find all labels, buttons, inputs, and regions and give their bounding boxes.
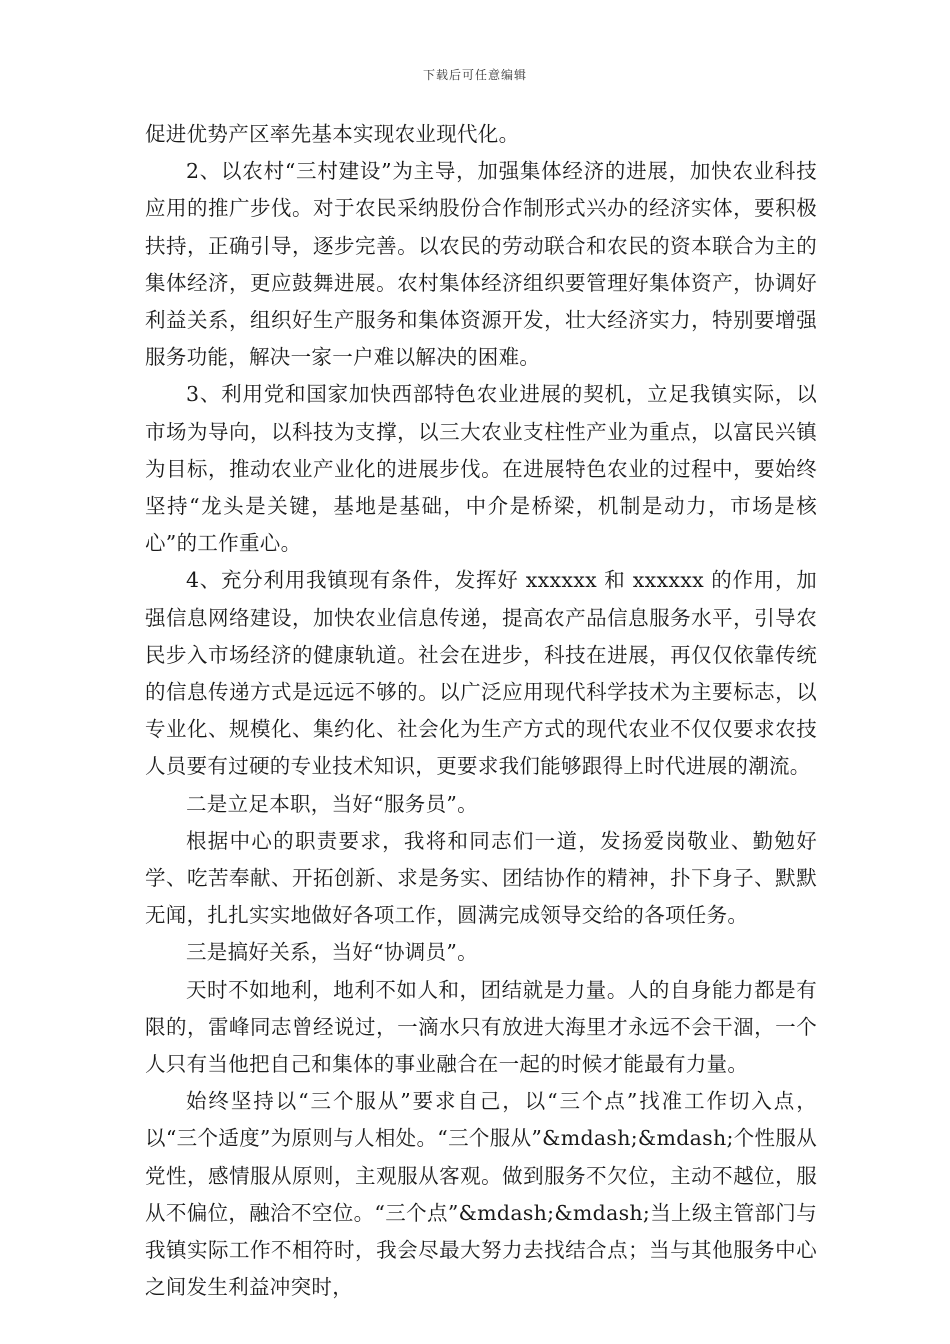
paragraph: 根据中心的职责要求，我将和同志们一道，发扬爱岗敬业、勤勉好学、吃苦奉献、开拓创新、求是务实、团结协作的精神，扑下身子、默默无闻，扎扎实实地做好各项工作，圆满完成领导交给的各项任务。 <box>145 828 817 928</box>
page-header-note: 下载后可任意编辑 <box>422 68 527 82</box>
paragraph: 促进优势产区率先基本实现农业现代化。 <box>145 122 520 146</box>
section-heading: 三是搞好关系，当好“协调员”。 <box>186 940 478 965</box>
paragraph: 天时不如地利，地利不如人和，团结就是力量。人的自身能力都是有限的，雷峰同志曾经说过，一滴水只有放进大海里才永远不会干涸，一个人只有当他把自己和集体的事业融合在一起的时候才能最有力量。 <box>145 977 817 1077</box>
document-body <box>145 116 817 1307</box>
paragraph: 3、利用党和国家加快西部特色农业进展的契机，立足我镇实际，以市场为导向，以科技为支撑，以三大农业支柱性产业为重点，以富民兴镇为目标，推动农业产业化的进展步伐。在进展特色农业的过程中，要始终坚持“龙头是关键，基地是基础，中介是桥梁，机制是动力，市场是核心”的工作重心。 <box>145 382 817 556</box>
paragraph: 2、以农村“三村建设”为主导，加强集体经济的进展，加快农业科技应用的推广步伐。对于农民采纳股份合作制形式兴办的经济实体，要积极扶持，正确引导，逐步完善。以农民的劳动联合和农民的资本联合为主的集体经济，更应鼓舞进展。农村集体经济组织要管理好集体资产，协调好利益关系，组织好生产服务和集体资源开发，壮大经济实力，特别要增强服务功能，解决一家一户难以解决的困难。 <box>145 159 817 370</box>
paragraph: 4、充分利用我镇现有条件，发挥好 xxxxxx 和 xxxxxx 的作用，加强信息网络建设，加快农业信息传递，提高农产品信息服务水平，引导农民步入市场经济的健康轨道。社会在进步，科技在进展，再仅仅依靠传统的信息传递方式是远远不够的。以广泛应用现代科学技术为主要标志，以专业化、规模化、集约化、社会化为生产方式的现代农业不仅仅要求农技人员要有过硬的专业技术知识，更要求我们能够跟得上时代进展的潮流。 <box>145 568 817 779</box>
section-heading: 二是立足本职，当好“服务员”。 <box>186 791 478 816</box>
paragraph: 始终坚持以“三个服从”要求自己，以“三个点”找准工作切入点，以“三个适度”为原则与人相处。“三个服从”&mdash;&mdash;个性服从党性，感情服从原则，主观服从客观。做到服务不欠位，主动不越位，服从不偏位，融洽不空位。“三个点”&mdash;&mdash;当上级主管部门与我镇实际工作不相符时，我会尽最大努力去找结合点；当与其他服务中心之间发生利益冲突时， <box>145 1089 817 1300</box>
